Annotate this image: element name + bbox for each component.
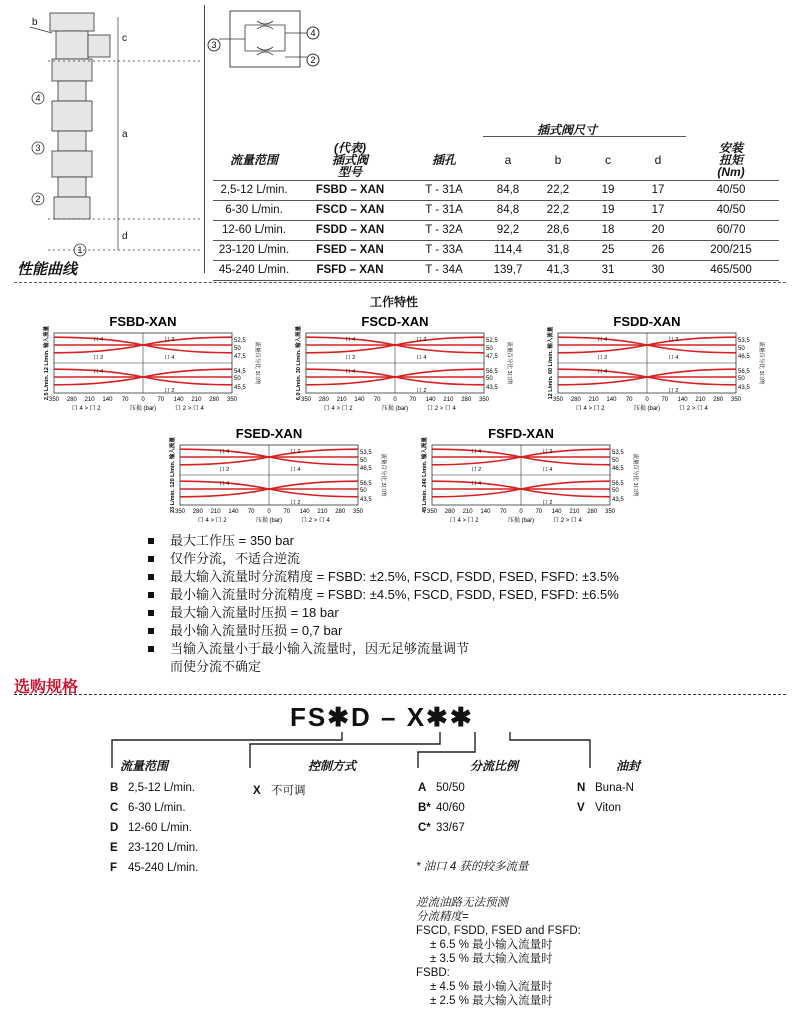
x-tick-label: 210 (462, 509, 473, 515)
x-tick-label: 210 (569, 509, 580, 515)
note-line: FSBD: (416, 967, 450, 979)
note-line: FSCD, FSDD, FSED and FSFD: (416, 925, 581, 937)
chart-title: FSFD-XAN (488, 426, 554, 441)
x-tick-label: 210 (84, 397, 95, 403)
right-tick-label: 53,5 (612, 450, 624, 457)
x-tick-label: 280 (444, 509, 455, 515)
col-c: c (605, 152, 611, 167)
svg-text:2: 2 (35, 194, 41, 204)
right-tick-label: 52,5 (486, 338, 498, 345)
series-label: 口 2 (597, 355, 608, 361)
table-cell: 17 (633, 200, 683, 220)
table-cell: FSDD – XAN (295, 220, 405, 240)
x-tick-label: 210 (336, 397, 347, 403)
x-tick-label: 280 (570, 397, 581, 403)
series-label: 口 4 (219, 449, 230, 455)
right-tick-label: 50 (234, 346, 241, 352)
option-label: 23-120 L/min. (128, 842, 199, 854)
right-tick-label: 50 (486, 376, 493, 382)
series-label: 口 4 (668, 355, 679, 361)
feature-item: 仅作分流，不适合逆流 (148, 550, 708, 568)
x-tick-label: 280 (587, 509, 598, 515)
right-tick-label: 56,5 (738, 368, 750, 375)
reverse-flow-notes (416, 896, 581, 1008)
x-tick-label: 0 (645, 397, 649, 403)
series-label: 口 2 (471, 467, 482, 473)
series-label: 口 4 (93, 368, 104, 375)
right-tick-label: 43,5 (612, 497, 624, 503)
feature-item: 最小输入流量时分流精度 = FSBD: ±4.5%, FSCD, FSDD, FSED, FSFD: ±6.5% (148, 586, 708, 604)
table-cell: 200/215 (683, 240, 779, 260)
table-cell: 114,4 (483, 240, 533, 260)
x-tick-label: 350 (300, 397, 312, 403)
x-tick-label: 350 (352, 509, 364, 515)
right-axis-label: 流量百分比 3口的 (632, 453, 638, 497)
right-tick-label: 45,5 (234, 385, 246, 391)
option-code: C* (418, 822, 431, 834)
x-tick-label: 140 (173, 397, 184, 403)
feature-item: 当输入流量小于最小输入流量时，因无足够流量调节 而使分流不确定 (148, 640, 708, 676)
option-label: 2,5-12 L/min. (128, 782, 196, 794)
ordering-option (253, 782, 306, 798)
x-tick-label: 350 (426, 509, 438, 515)
ordering-option (418, 802, 465, 814)
right-tick-label: 43,5 (738, 385, 750, 391)
x-tick-label: 280 (335, 509, 346, 515)
x-tick-label: 70 (247, 509, 255, 515)
flow-chart (284, 313, 518, 421)
series-label: 口 4 (471, 449, 482, 455)
series-label: 口 2 (668, 337, 679, 343)
series-label: 口 4 (290, 467, 301, 473)
flow-chart (158, 425, 392, 533)
table-cell: 19 (583, 200, 633, 220)
table-cell: 139,7 (483, 260, 533, 280)
right-tick-label: 50 (738, 346, 745, 352)
right-tick-label: 50 (738, 376, 745, 382)
x-tick-label: 70 (157, 397, 165, 403)
table-cell: FSED – XAN (295, 240, 405, 260)
table-cell: 92,2 (483, 220, 533, 240)
x-left-caption: 口 4 > 口 2 (323, 406, 353, 412)
x-tick-label: 350 (226, 397, 238, 403)
flow-chart (410, 425, 644, 533)
table-row (213, 180, 779, 200)
right-tick-label: 50 (360, 458, 367, 464)
cartridge-drawing (28, 5, 228, 273)
x-axis-label: 压损 (bar) (507, 518, 535, 524)
ordering-option (110, 822, 192, 834)
right-tick-label: 50 (612, 488, 619, 494)
footnote: * 油口 4 获的较多流量 (416, 861, 529, 873)
table-cell: T - 31A (405, 180, 483, 200)
x-right-caption: 口 2 > 口 4 (427, 406, 456, 412)
series-label: 口 2 (542, 500, 553, 506)
series-label: 口 2 (164, 337, 175, 343)
option-label: 33/67 (436, 822, 465, 834)
svg-text:d: d (122, 231, 128, 242)
note-line: 分流精度= (416, 911, 469, 923)
note-line: ± 6.5 % 最小输入流量时 (430, 939, 553, 951)
table-cell: 28,6 (533, 220, 583, 240)
table-cell: 84,8 (483, 200, 533, 220)
series-label: 口 4 (471, 480, 482, 487)
port-2-label: 2 (310, 55, 316, 65)
table-row (213, 200, 779, 220)
ordering-option (110, 842, 198, 854)
table-cell: 20 (633, 220, 683, 240)
chart-title: FSED-XAN (235, 426, 303, 441)
table-cell: 26 (633, 240, 683, 260)
y-axis-label: 2,5 L/min. 12 L/min. 输入流量 (44, 325, 50, 401)
x-tick-label: 140 (480, 509, 491, 515)
x-tick-label: 140 (551, 509, 562, 515)
right-tick-label: 54,5 (234, 368, 246, 375)
x-right-caption: 口 2 > 口 4 (175, 406, 204, 412)
port-4-label: 4 (310, 28, 316, 38)
option-code: B (110, 782, 119, 794)
right-axis-label: 流量百分比 3口的 (254, 341, 260, 385)
table-cell: 12-60 L/min. (213, 220, 295, 240)
option-label: Buna-N (595, 782, 634, 794)
x-tick-label: 140 (228, 509, 239, 515)
option-label: 不可调 (271, 785, 306, 797)
table-cell: 18 (583, 220, 633, 240)
svg-text:a: a (122, 129, 128, 140)
x-tick-label: 70 (373, 397, 381, 403)
code-connectors (100, 730, 660, 770)
col-torque: 安装 扭矩 (Nm) (717, 140, 745, 179)
feature-item: 最大输入流量时分流精度 = FSBD: ±2.5%, FSCD, FSDD, FSED, FSFD: ±3.5% (148, 568, 708, 586)
table-row (213, 240, 779, 260)
ordering-option (110, 782, 195, 794)
series-label: 口 2 (416, 388, 427, 394)
table-group-rule (483, 136, 686, 137)
x-tick-label: 70 (283, 509, 291, 515)
svg-text:4: 4 (35, 93, 41, 103)
series-label: 口 4 (345, 368, 356, 375)
option-code: E (110, 842, 118, 854)
ordering-option (110, 862, 198, 874)
table-cell: 40/50 (683, 180, 779, 200)
series-label: 口 2 (668, 388, 679, 394)
series-label: 口 2 (290, 500, 301, 506)
table-cell: 465/500 (683, 260, 779, 280)
table-cell: T - 34A (405, 260, 483, 280)
x-tick-label: 70 (409, 397, 417, 403)
series-label: 口 2 (345, 355, 356, 361)
ordering-option (418, 822, 465, 834)
option-code: V (577, 802, 585, 814)
series-label: 口 2 (416, 337, 427, 343)
x-tick-label: 210 (317, 509, 328, 515)
model-code: FS✱D – X✱✱ (290, 702, 474, 732)
right-tick-label: 56,5 (612, 480, 624, 487)
ordering-option (577, 802, 621, 814)
right-tick-label: 56,5 (360, 480, 372, 487)
ordering-column-header: 油封 (616, 759, 641, 773)
option-label: Viton (595, 802, 622, 814)
right-tick-label: 52,5 (234, 338, 246, 345)
series-label: 口 2 (290, 449, 301, 455)
table-cell: 6-30 L/min. (213, 200, 295, 220)
x-tick-label: 350 (604, 509, 616, 515)
feature-item: 最小输入流量时压损 = 0,7 bar (148, 622, 708, 640)
x-tick-label: 140 (299, 509, 310, 515)
x-tick-label: 210 (443, 397, 454, 403)
right-tick-label: 53,5 (360, 450, 372, 457)
flow-chart (536, 313, 770, 421)
table-cell: 2,5-12 L/min. (213, 180, 295, 200)
right-tick-label: 50 (360, 488, 367, 494)
option-label: 50/50 (436, 782, 465, 794)
x-tick-label: 350 (730, 397, 742, 403)
right-axis-label: 流量百分比 3口的 (506, 341, 512, 385)
x-tick-label: 140 (677, 397, 688, 403)
option-label: 12-60 L/min. (128, 822, 192, 834)
table-cell: 22,2 (533, 180, 583, 200)
x-tick-label: 210 (588, 397, 599, 403)
x-axis-label: 压损 (bar) (633, 406, 661, 412)
right-axis-label: 流量百分比 3口的 (380, 453, 386, 497)
x-right-caption: 口 2 > 口 4 (553, 518, 582, 524)
ordering-rule (14, 694, 786, 695)
x-right-caption: 口 2 > 口 4 (301, 518, 330, 524)
option-code: C (110, 802, 119, 814)
table-cell: 17 (633, 180, 683, 200)
option-code: F (110, 862, 118, 874)
svg-text:1: 1 (77, 245, 83, 255)
series-label: 口 2 (219, 467, 230, 473)
right-tick-label: 56,5 (486, 368, 498, 375)
x-tick-label: 210 (191, 397, 202, 403)
svg-text:c: c (122, 33, 127, 44)
x-tick-label: 140 (425, 397, 436, 403)
ordering-title: 选购规格 (14, 679, 79, 696)
right-tick-label: 46,5 (738, 353, 750, 360)
series-label: 口 4 (345, 337, 356, 343)
x-tick-label: 350 (48, 397, 60, 403)
x-left-caption: 口 4 > 口 2 (71, 406, 101, 412)
x-tick-label: 70 (499, 509, 507, 515)
col-cavity: 插孔 (431, 153, 456, 168)
chart-title: FSCD-XAN (361, 314, 429, 329)
series-label: 口 4 (93, 337, 104, 343)
feature-list (148, 532, 708, 676)
x-tick-label: 350 (552, 397, 564, 403)
right-axis-label: 流量百分比 3口的 (758, 341, 764, 385)
right-tick-label: 43,5 (486, 385, 498, 391)
x-tick-label: 280 (66, 397, 77, 403)
port-3-label: 3 (211, 40, 217, 50)
x-tick-label: 0 (141, 397, 145, 403)
x-tick-label: 350 (478, 397, 490, 403)
performance-curves-title: 性能曲线 (17, 261, 78, 278)
x-tick-label: 280 (209, 397, 220, 403)
option-code: A (418, 782, 427, 794)
right-tick-label: 46,5 (612, 465, 624, 472)
option-label: 45-240 L/min. (128, 862, 199, 874)
series-label: 口 2 (542, 449, 553, 455)
x-tick-label: 280 (192, 509, 203, 515)
table-cell: 25 (583, 240, 633, 260)
x-axis-label: 压损 (bar) (129, 406, 157, 412)
table-cell: 40/50 (683, 200, 779, 220)
table-cell: T - 33A (405, 240, 483, 260)
table-cell: T - 32A (405, 220, 483, 240)
table-cell: 31 (583, 260, 633, 280)
table-header-row (213, 140, 779, 180)
feature-item: 最大输入流量时压损 = 18 bar (148, 604, 708, 622)
col-model: (代表) 插式阀 型号 (331, 140, 368, 179)
series-label: 口 4 (164, 355, 175, 361)
table-row (213, 260, 779, 280)
right-tick-label: 50 (612, 458, 619, 464)
table-cell: 60/70 (683, 220, 779, 240)
table-cell: 19 (583, 180, 633, 200)
note-line: ± 3.5 % 最大输入流量时 (430, 953, 553, 965)
table-cell: 31,8 (533, 240, 583, 260)
table-group-header: 插式阀尺寸 (537, 123, 598, 137)
chart-title: FSBD-XAN (109, 314, 177, 329)
x-axis-label: 压损 (bar) (381, 406, 409, 412)
top-separator (14, 282, 786, 283)
option-code: N (577, 782, 586, 794)
right-tick-label: 47,5 (486, 353, 498, 360)
table-row (213, 220, 779, 240)
x-tick-label: 210 (210, 509, 221, 515)
ordering-column-header: 控制方式 (308, 759, 357, 773)
table-cell: T - 31A (405, 200, 483, 220)
series-label: 口 2 (164, 388, 175, 394)
note-line: ± 2.5 % 最大输入流量时 (430, 995, 553, 1007)
ordering-option (418, 782, 465, 794)
series-label: 口 4 (542, 467, 553, 473)
hydraulic-symbol (205, 5, 325, 75)
right-tick-label: 50 (234, 376, 241, 382)
x-axis-label: 压损 (bar) (255, 518, 283, 524)
series-label: 口 4 (219, 480, 230, 487)
chart-title: FSDD-XAN (613, 314, 681, 329)
series-label: 口 4 (597, 368, 608, 375)
table-cell: 22,2 (533, 200, 583, 220)
x-tick-label: 140 (606, 397, 617, 403)
y-axis-label: 12 L/min. 60 L/min. 输入流量 (548, 326, 554, 400)
series-label: 口 4 (416, 355, 427, 361)
ordering-option (110, 802, 186, 814)
y-axis-label: 45 L/min. 240 L/min. 输入流量 (422, 437, 428, 513)
y-axis-label: 23 L/min. 120 L/min. 输入流量 (170, 437, 176, 513)
series-label: 口 4 (597, 337, 608, 343)
x-tick-label: 0 (393, 397, 397, 403)
ordering-column-header: 流量范围 (120, 759, 169, 773)
right-tick-label: 50 (486, 346, 493, 352)
col-d: d (654, 152, 662, 167)
series-label: 口 2 (93, 355, 104, 361)
y-axis-label: 6,0 L/min. 30 L/min. 输入流量 (296, 325, 302, 401)
option-code: B* (418, 802, 431, 814)
x-tick-label: 70 (625, 397, 633, 403)
col-a: a (504, 152, 512, 167)
x-tick-label: 70 (661, 397, 669, 403)
col-b: b (554, 152, 562, 167)
x-tick-label: 280 (713, 397, 724, 403)
note-line: 逆流油路无法预测 (416, 897, 508, 909)
x-left-caption: 口 4 > 口 2 (197, 518, 227, 524)
x-tick-label: 210 (695, 397, 706, 403)
x-left-caption: 口 4 > 口 2 (575, 406, 605, 412)
table-cell: 84,8 (483, 180, 533, 200)
note-line: ± 4.5 % 最小输入流量时 (430, 981, 553, 993)
ordering-option (577, 782, 634, 794)
x-tick-label: 280 (461, 397, 472, 403)
svg-text:3: 3 (35, 143, 41, 153)
right-tick-label: 43,5 (360, 497, 372, 503)
col-flow-range: 流量范围 (229, 153, 278, 168)
x-tick-label: 350 (174, 509, 186, 515)
table-cell: 30 (633, 260, 683, 280)
table-cell: FSFD – XAN (295, 260, 405, 280)
option-label: 40/60 (436, 802, 465, 814)
x-tick-label: 140 (354, 397, 365, 403)
charts-section-title: 工作特性 (370, 295, 419, 309)
x-tick-label: 280 (318, 397, 329, 403)
x-right-caption: 口 2 > 口 4 (679, 406, 708, 412)
x-tick-label: 140 (102, 397, 113, 403)
ordering-column-header: 分流比例 (470, 759, 519, 773)
table-cell: 41,3 (533, 260, 583, 280)
x-tick-label: 0 (519, 509, 523, 515)
table-cell: 23-120 L/min. (213, 240, 295, 260)
option-label: 6-30 L/min. (128, 802, 186, 814)
x-tick-label: 0 (267, 509, 271, 515)
table-cell: FSBD – XAN (295, 180, 405, 200)
spec-table (213, 140, 779, 281)
x-left-caption: 口 4 > 口 2 (449, 518, 479, 524)
option-code: D (110, 822, 119, 834)
x-tick-label: 70 (121, 397, 129, 403)
table-cell: 45-240 L/min. (213, 260, 295, 280)
option-code: X (253, 785, 261, 797)
feature-item: 最大工作压 = 350 bar (148, 532, 708, 550)
flow-chart (32, 313, 266, 421)
svg-text:b: b (32, 17, 38, 28)
x-tick-label: 70 (535, 509, 543, 515)
right-tick-label: 53,5 (738, 338, 750, 345)
right-tick-label: 47,5 (234, 353, 246, 360)
table-cell: FSCD – XAN (295, 200, 405, 220)
right-tick-label: 46,5 (360, 465, 372, 472)
